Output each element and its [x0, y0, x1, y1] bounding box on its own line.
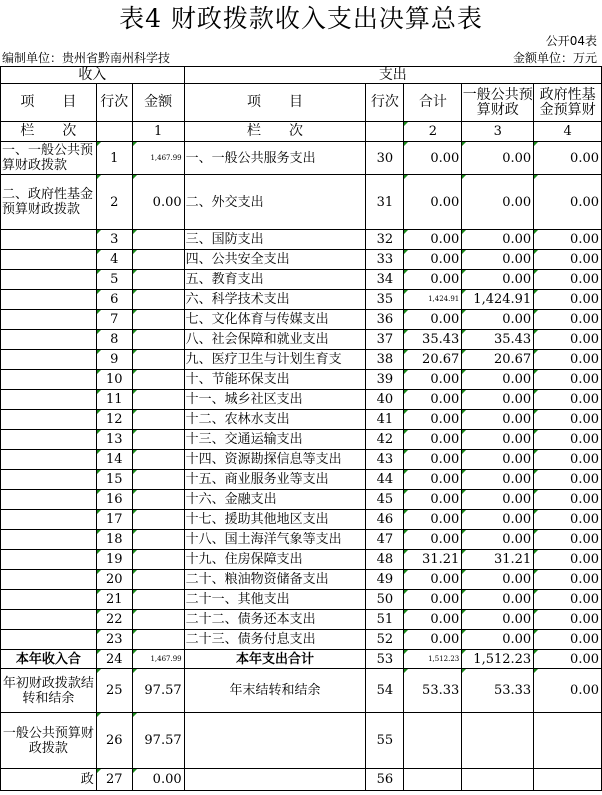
- carry-income-no: 25: [96, 669, 132, 713]
- totals-expense-no: 53: [366, 650, 404, 669]
- form-code: 公开04表: [545, 34, 597, 48]
- income-row-no: 14: [96, 450, 132, 470]
- col4-label: 4: [534, 122, 602, 142]
- income-amount: [132, 570, 184, 590]
- expense-item: 三、国防支出: [184, 230, 366, 250]
- income-item: [1, 250, 97, 270]
- gov-fund-amount: 0.00: [534, 610, 602, 630]
- gov-fund-amount: 0.00: [534, 230, 602, 250]
- empty-cell: [404, 769, 462, 791]
- income-amount: [132, 530, 184, 550]
- empty-cell: [404, 713, 462, 769]
- income-item: [1, 470, 97, 490]
- gov-fund-amount: 0.00: [534, 450, 602, 470]
- income-amount: [132, 410, 184, 430]
- income-amount: 0.00: [132, 175, 184, 230]
- general-budget-amount: 31.21: [462, 550, 534, 570]
- general-income-amount: 97.57: [132, 713, 184, 769]
- expense-item: 二十一、其他支出: [184, 590, 366, 610]
- income-amount: [132, 590, 184, 610]
- total-amount: 35.43: [404, 330, 462, 350]
- income-amount: 1,467.99: [132, 142, 184, 175]
- col2-label: 2: [404, 122, 462, 142]
- expense-row-no: 49: [366, 570, 404, 590]
- general-budget-amount: 0.00: [462, 510, 534, 530]
- empty-cell: [534, 713, 602, 769]
- unit-label: 编制单位：贵州省黔南州科学技: [2, 51, 171, 65]
- gov-fund-amount: 0.00: [534, 530, 602, 550]
- income-row-no: 2: [96, 175, 132, 230]
- expense-row-no: 40: [366, 390, 404, 410]
- empty-cell: [462, 769, 534, 791]
- income-row-no: 7: [96, 310, 132, 330]
- gov-fund-header: 政府性基金预算财: [534, 84, 602, 122]
- expense-row-no: 37: [366, 330, 404, 350]
- last-expense-no: 56: [366, 769, 404, 791]
- income-item: [1, 410, 97, 430]
- income-item: [1, 270, 97, 290]
- income-item-header: 项 目: [1, 84, 97, 122]
- income-row-no: 19: [96, 550, 132, 570]
- income-row-no: 15: [96, 470, 132, 490]
- income-amount: [132, 270, 184, 290]
- amount-unit: 金额单位：万元: [512, 51, 597, 65]
- total-amount: 31.21: [404, 550, 462, 570]
- col3-label: 3: [462, 122, 534, 142]
- empty-cell: [534, 769, 602, 791]
- income-row-no: 11: [96, 390, 132, 410]
- carry-expense-no: 54: [366, 669, 404, 713]
- expense-header: 支出: [184, 67, 601, 84]
- total-header: 合计: [404, 84, 462, 122]
- gov-fund-amount: 0.00: [534, 570, 602, 590]
- income-amount: [132, 470, 184, 490]
- general-budget-amount: 0.00: [462, 470, 534, 490]
- total-amount: 0.00: [404, 430, 462, 450]
- general-budget-amount: 0.00: [462, 410, 534, 430]
- income-item: [1, 450, 97, 470]
- gov-fund-amount: 0.00: [534, 630, 602, 650]
- gov-fund-amount: 0.00: [534, 175, 602, 230]
- expense-col-label: 栏 次: [184, 122, 366, 142]
- total-amount: 0.00: [404, 510, 462, 530]
- income-item: [1, 330, 97, 350]
- income-amount: [132, 330, 184, 350]
- income-item: [1, 290, 97, 310]
- total-amount: 0.00: [404, 590, 462, 610]
- general-budget-amount: 0.00: [462, 590, 534, 610]
- income-amount: [132, 250, 184, 270]
- income-amount: [132, 310, 184, 330]
- income-row-no: 16: [96, 490, 132, 510]
- general-budget-amount: 0.00: [462, 530, 534, 550]
- income-row-no: 21: [96, 590, 132, 610]
- gov-fund-amount: 0.00: [534, 510, 602, 530]
- general-budget-amount: 0.00: [462, 142, 534, 175]
- empty-cell: [184, 713, 366, 769]
- expense-item: 二十三、债务付息支出: [184, 630, 366, 650]
- expense-item: 七、文化体育与传媒支出: [184, 310, 366, 330]
- general-budget-amount: 0.00: [462, 630, 534, 650]
- general-budget-amount: 0.00: [462, 450, 534, 470]
- col1-label: 1: [132, 122, 184, 142]
- income-row-no: 10: [96, 370, 132, 390]
- expense-item: 十四、资源勘探信息等支出: [184, 450, 366, 470]
- income-item: [1, 610, 97, 630]
- expense-item: 二十、粮油物资储备支出: [184, 570, 366, 590]
- income-row-no: 5: [96, 270, 132, 290]
- last-income-label: 政: [1, 769, 97, 791]
- carry-total: 53.33: [404, 669, 462, 713]
- income-item: [1, 310, 97, 330]
- totals-income-no: 24: [96, 650, 132, 669]
- gov-fund-amount: 0.00: [534, 370, 602, 390]
- expense-row-no: 32: [366, 230, 404, 250]
- expense-rowno-header: 行次: [366, 84, 404, 122]
- expense-item: 十六、金融支出: [184, 490, 366, 510]
- totals-income-label: 本年收入合: [1, 650, 97, 669]
- general-budget-amount: 1,424.91: [462, 290, 534, 310]
- expense-row-no: 42: [366, 430, 404, 450]
- income-amount: [132, 430, 184, 450]
- total-amount: 0.00: [404, 630, 462, 650]
- total-amount: 0.00: [404, 470, 462, 490]
- general-income-no: 26: [96, 713, 132, 769]
- general-budget-amount: 0.00: [462, 250, 534, 270]
- income-row-no: 20: [96, 570, 132, 590]
- total-amount: 0.00: [404, 370, 462, 390]
- expense-row-no: 30: [366, 142, 404, 175]
- total-amount: 0.00: [404, 410, 462, 430]
- expense-row-no: 50: [366, 590, 404, 610]
- expense-row-no: 39: [366, 370, 404, 390]
- general-budget-header: 一般公共预算财政: [462, 84, 534, 122]
- gov-fund-amount: 0.00: [534, 290, 602, 310]
- expense-row-no: 36: [366, 310, 404, 330]
- income-row-no: 12: [96, 410, 132, 430]
- income-item: [1, 530, 97, 550]
- income-amount: [132, 350, 184, 370]
- carry-income-label: 年初财政拨款结转和结余: [1, 669, 97, 713]
- income-row-no: 13: [96, 430, 132, 450]
- gov-fund-amount: 0.00: [534, 310, 602, 330]
- carry-fund: 0.00: [534, 669, 602, 713]
- general-budget-amount: 0.00: [462, 270, 534, 290]
- income-item: [1, 230, 97, 250]
- expense-item: 十九、住房保障支出: [184, 550, 366, 570]
- carry-general: 53.33: [462, 669, 534, 713]
- income-amount: [132, 550, 184, 570]
- last-income-no: 27: [96, 769, 132, 791]
- income-row-no: 23: [96, 630, 132, 650]
- totals-income-amount: 1,467.99: [132, 650, 184, 669]
- income-item: 一、一般公共预算财政拨款: [1, 142, 97, 175]
- income-amount: [132, 230, 184, 250]
- expense-item: 二、外交支出: [184, 175, 366, 230]
- income-amount: [132, 290, 184, 310]
- income-amount: [132, 610, 184, 630]
- empty-cell: [96, 122, 132, 142]
- income-item: [1, 490, 97, 510]
- general-budget-amount: 0.00: [462, 570, 534, 590]
- income-item: [1, 430, 97, 450]
- total-amount: 0.00: [404, 142, 462, 175]
- expense-item: 十五、商业服务业等支出: [184, 470, 366, 490]
- expense-item: 十、节能环保支出: [184, 370, 366, 390]
- total-amount: 20.67: [404, 350, 462, 370]
- income-amount-header: 金额: [132, 84, 184, 122]
- totals-expense-label: 本年支出合计: [184, 650, 366, 669]
- last-income-amount: 0.00: [132, 769, 184, 791]
- income-row-no: 3: [96, 230, 132, 250]
- general-budget-amount: 0.00: [462, 310, 534, 330]
- gov-fund-amount: 0.00: [534, 350, 602, 370]
- income-item: [1, 570, 97, 590]
- general-budget-amount: 0.00: [462, 490, 534, 510]
- income-row-no: 1: [96, 142, 132, 175]
- empty-cell: [184, 769, 366, 791]
- gov-fund-amount: 0.00: [534, 330, 602, 350]
- page-title: 表4 财政拨款收入支出决算总表: [119, 4, 483, 33]
- totals-total: 1,512.23: [404, 650, 462, 669]
- general-budget-amount: 20.67: [462, 350, 534, 370]
- income-row-no: 9: [96, 350, 132, 370]
- income-row-no: 6: [96, 290, 132, 310]
- expense-item: 十一、城乡社区支出: [184, 390, 366, 410]
- gov-fund-amount: 0.00: [534, 590, 602, 610]
- gov-fund-amount: 0.00: [534, 410, 602, 430]
- income-item: [1, 590, 97, 610]
- expense-row-no: 31: [366, 175, 404, 230]
- general-budget-amount: 0.00: [462, 610, 534, 630]
- income-item: [1, 350, 97, 370]
- general-budget-amount: 0.00: [462, 430, 534, 450]
- total-amount: 0.00: [404, 610, 462, 630]
- expense-item: 四、公共安全支出: [184, 250, 366, 270]
- income-item: [1, 550, 97, 570]
- income-amount: [132, 390, 184, 410]
- gov-fund-amount: 0.00: [534, 490, 602, 510]
- income-amount: [132, 490, 184, 510]
- income-row-no: 17: [96, 510, 132, 530]
- income-item: [1, 370, 97, 390]
- expense-item-header: 项 目: [184, 84, 366, 122]
- income-item: [1, 390, 97, 410]
- carry-income-amount: 97.57: [132, 669, 184, 713]
- income-item: [1, 630, 97, 650]
- expense-item: 二十二、债务还本支出: [184, 610, 366, 630]
- expense-row-no: 48: [366, 550, 404, 570]
- income-rowno-header: 行次: [96, 84, 132, 122]
- gov-fund-amount: 0.00: [534, 550, 602, 570]
- income-amount: [132, 510, 184, 530]
- income-row-no: 22: [96, 610, 132, 630]
- expense-row-no: 34: [366, 270, 404, 290]
- totals-fund: 0.00: [534, 650, 602, 669]
- expense-item: 十二、农林水支出: [184, 410, 366, 430]
- expense-item: 五、教育支出: [184, 270, 366, 290]
- income-item: [1, 510, 97, 530]
- expense-row-no: 44: [366, 470, 404, 490]
- expense-row-no: 41: [366, 410, 404, 430]
- total-amount: 0.00: [404, 270, 462, 290]
- income-amount: [132, 630, 184, 650]
- general-budget-amount: 0.00: [462, 370, 534, 390]
- general-expense-no: 55: [366, 713, 404, 769]
- general-budget-amount: 35.43: [462, 330, 534, 350]
- income-header: 收入: [1, 67, 185, 84]
- carry-expense-label: 年末结转和结余: [184, 669, 366, 713]
- expense-row-no: 47: [366, 530, 404, 550]
- empty-cell: [462, 713, 534, 769]
- expense-item: 八、社会保障和就业支出: [184, 330, 366, 350]
- income-col-label: 栏 次: [1, 122, 97, 142]
- empty-cell: [366, 122, 404, 142]
- expense-item: 九、医疗卫生与计划生育支: [184, 350, 366, 370]
- gov-fund-amount: 0.00: [534, 270, 602, 290]
- total-amount: 0.00: [404, 530, 462, 550]
- total-amount: 0.00: [404, 230, 462, 250]
- total-amount: 0.00: [404, 390, 462, 410]
- expense-row-no: 43: [366, 450, 404, 470]
- general-budget-amount: 0.00: [462, 230, 534, 250]
- total-amount: 0.00: [404, 250, 462, 270]
- income-item: 二、政府性基金预算财政拨款: [1, 175, 97, 230]
- expense-item: 十三、交通运输支出: [184, 430, 366, 450]
- expense-item: 一、一般公共服务支出: [184, 142, 366, 175]
- expense-row-no: 35: [366, 290, 404, 310]
- totals-general: 1,512.23: [462, 650, 534, 669]
- expense-row-no: 51: [366, 610, 404, 630]
- gov-fund-amount: 0.00: [534, 390, 602, 410]
- gov-fund-amount: 0.00: [534, 250, 602, 270]
- income-amount: [132, 450, 184, 470]
- income-row-no: 8: [96, 330, 132, 350]
- gov-fund-amount: 0.00: [534, 430, 602, 450]
- expense-row-no: 38: [366, 350, 404, 370]
- total-amount: 0.00: [404, 570, 462, 590]
- expense-item: 六、科学技术支出: [184, 290, 366, 310]
- expense-item: 十八、国土海洋气象等支出: [184, 530, 366, 550]
- income-row-no: 18: [96, 530, 132, 550]
- income-amount: [132, 370, 184, 390]
- gov-fund-amount: 0.00: [534, 470, 602, 490]
- budget-table: [0, 66, 602, 791]
- expense-item: 十七、援助其他地区支出: [184, 510, 366, 530]
- total-amount: 0.00: [404, 175, 462, 230]
- total-amount: 1,424.91: [404, 290, 462, 310]
- general-income-label: 一般公共预算财政拨款: [1, 713, 97, 769]
- total-amount: 0.00: [404, 310, 462, 330]
- general-budget-amount: 0.00: [462, 390, 534, 410]
- expense-row-no: 46: [366, 510, 404, 530]
- gov-fund-amount: 0.00: [534, 142, 602, 175]
- income-row-no: 4: [96, 250, 132, 270]
- total-amount: 0.00: [404, 490, 462, 510]
- expense-row-no: 45: [366, 490, 404, 510]
- general-budget-amount: 0.00: [462, 175, 534, 230]
- total-amount: 0.00: [404, 450, 462, 470]
- expense-row-no: 33: [366, 250, 404, 270]
- expense-row-no: 52: [366, 630, 404, 650]
